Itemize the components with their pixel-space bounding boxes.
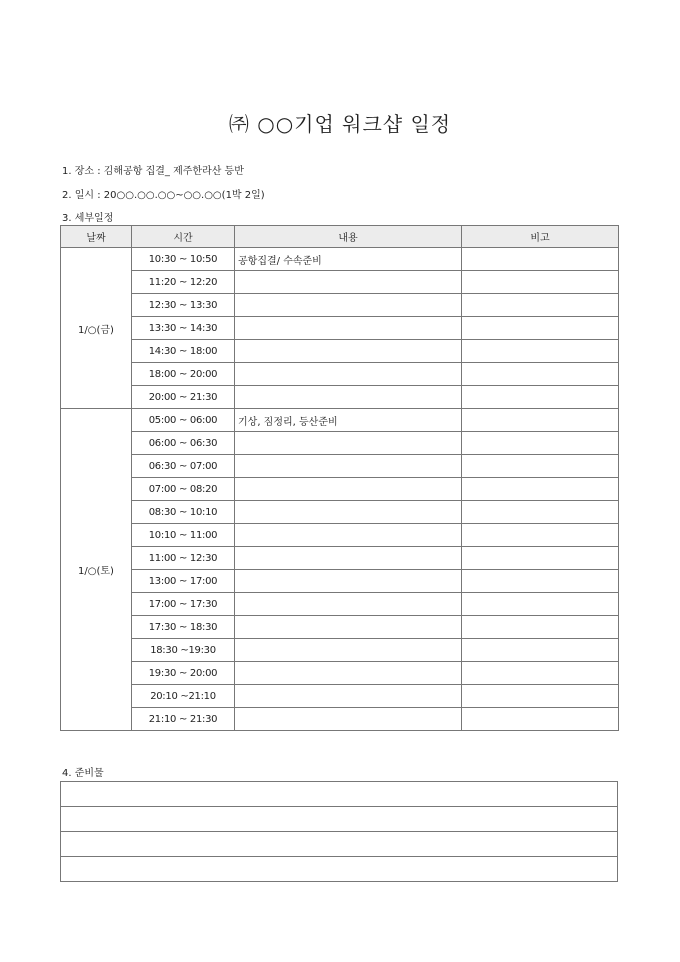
note-cell	[462, 570, 619, 593]
content-cell	[235, 616, 462, 639]
info-place: 1. 장소 : 김해공항 집결_ 제주한라산 등반	[62, 166, 244, 177]
note-cell	[462, 317, 619, 340]
time-cell: 19:30 ~ 20:00	[132, 662, 235, 685]
content-cell	[235, 501, 462, 524]
note-cell	[462, 662, 619, 685]
schedule-row	[61, 616, 619, 639]
schedule-table	[60, 225, 619, 731]
content-cell: 공항집결/ 수속준비	[235, 248, 462, 271]
time-cell: 13:00 ~ 17:00	[132, 570, 235, 593]
time-cell: 06:00 ~ 06:30	[132, 432, 235, 455]
content-cell	[235, 340, 462, 363]
note-cell	[462, 271, 619, 294]
preparation-row	[61, 857, 618, 882]
time-cell: 10:10 ~ 11:00	[132, 524, 235, 547]
preparation-heading: 4. 준비물	[62, 768, 104, 779]
schedule-row	[61, 432, 619, 455]
content-cell	[235, 639, 462, 662]
time-cell: 08:30 ~ 10:10	[132, 501, 235, 524]
preparation-row	[61, 807, 618, 832]
content-cell	[235, 363, 462, 386]
schedule-row	[61, 386, 619, 409]
content-cell	[235, 547, 462, 570]
day-date-cell: 1/○(금)	[61, 248, 132, 409]
schedule-row	[61, 570, 619, 593]
preparation-cell	[61, 832, 618, 857]
content-cell	[235, 271, 462, 294]
schedule-header-row	[61, 226, 619, 248]
content-cell	[235, 708, 462, 731]
preparation-cell	[61, 807, 618, 832]
content-cell	[235, 570, 462, 593]
header-note: 비고	[462, 226, 619, 248]
schedule-row	[61, 547, 619, 570]
note-cell	[462, 455, 619, 478]
note-cell	[462, 593, 619, 616]
preparation-table	[60, 781, 618, 882]
time-cell: 12:30 ~ 13:30	[132, 294, 235, 317]
content-cell: 기상, 짐정리, 등산준비	[235, 409, 462, 432]
note-cell	[462, 501, 619, 524]
preparation-cell	[61, 857, 618, 882]
note-cell	[462, 294, 619, 317]
info-date: 2. 일시 : 20○○.○○.○○~○○.○○(1박 2일)	[62, 190, 265, 201]
schedule-row	[61, 708, 619, 731]
note-cell	[462, 685, 619, 708]
time-cell: 14:30 ~ 18:00	[132, 340, 235, 363]
note-cell	[462, 616, 619, 639]
note-cell	[462, 340, 619, 363]
content-cell	[235, 386, 462, 409]
schedule-row	[61, 501, 619, 524]
content-cell	[235, 432, 462, 455]
schedule-row	[61, 639, 619, 662]
note-cell	[462, 547, 619, 570]
content-cell	[235, 294, 462, 317]
content-cell	[235, 455, 462, 478]
schedule-row	[61, 685, 619, 708]
schedule-row	[61, 478, 619, 501]
time-cell: 20:10 ~21:10	[132, 685, 235, 708]
schedule-body	[61, 248, 619, 731]
header-content: 내용	[235, 226, 462, 248]
info-detail-heading: 3. 세부일정	[62, 213, 114, 224]
content-cell	[235, 685, 462, 708]
preparation-row	[61, 782, 618, 807]
time-cell: 18:00 ~ 20:00	[132, 363, 235, 386]
note-cell	[462, 708, 619, 731]
schedule-row	[61, 409, 619, 432]
content-cell	[235, 317, 462, 340]
schedule-row	[61, 455, 619, 478]
time-cell: 13:30 ~ 14:30	[132, 317, 235, 340]
schedule-row	[61, 317, 619, 340]
header-date: 날짜	[61, 226, 132, 248]
time-cell: 05:00 ~ 06:00	[132, 409, 235, 432]
time-cell: 21:10 ~ 21:30	[132, 708, 235, 731]
page-title: ㈜ ○○기업 워크샵 일정	[228, 112, 452, 136]
preparation-row	[61, 832, 618, 857]
note-cell	[462, 432, 619, 455]
schedule-row	[61, 363, 619, 386]
note-cell	[462, 478, 619, 501]
content-cell	[235, 478, 462, 501]
time-cell: 11:00 ~ 12:30	[132, 547, 235, 570]
note-cell	[462, 409, 619, 432]
schedule-row	[61, 593, 619, 616]
time-cell: 20:00 ~ 21:30	[132, 386, 235, 409]
note-cell	[462, 639, 619, 662]
time-cell: 06:30 ~ 07:00	[132, 455, 235, 478]
time-cell: 18:30 ~19:30	[132, 639, 235, 662]
content-cell	[235, 524, 462, 547]
schedule-row	[61, 524, 619, 547]
content-cell	[235, 593, 462, 616]
time-cell: 17:30 ~ 18:30	[132, 616, 235, 639]
schedule-row	[61, 248, 619, 271]
time-cell: 07:00 ~ 08:20	[132, 478, 235, 501]
time-cell: 10:30 ~ 10:50	[132, 248, 235, 271]
schedule-row	[61, 294, 619, 317]
time-cell: 11:20 ~ 12:20	[132, 271, 235, 294]
schedule-row	[61, 340, 619, 363]
note-cell	[462, 248, 619, 271]
preparation-cell	[61, 782, 618, 807]
note-cell	[462, 363, 619, 386]
schedule-row	[61, 271, 619, 294]
note-cell	[462, 386, 619, 409]
day-date-cell: 1/○(토)	[61, 409, 132, 731]
note-cell	[462, 524, 619, 547]
content-cell	[235, 662, 462, 685]
time-cell: 17:00 ~ 17:30	[132, 593, 235, 616]
header-time: 시간	[132, 226, 235, 248]
schedule-row	[61, 662, 619, 685]
